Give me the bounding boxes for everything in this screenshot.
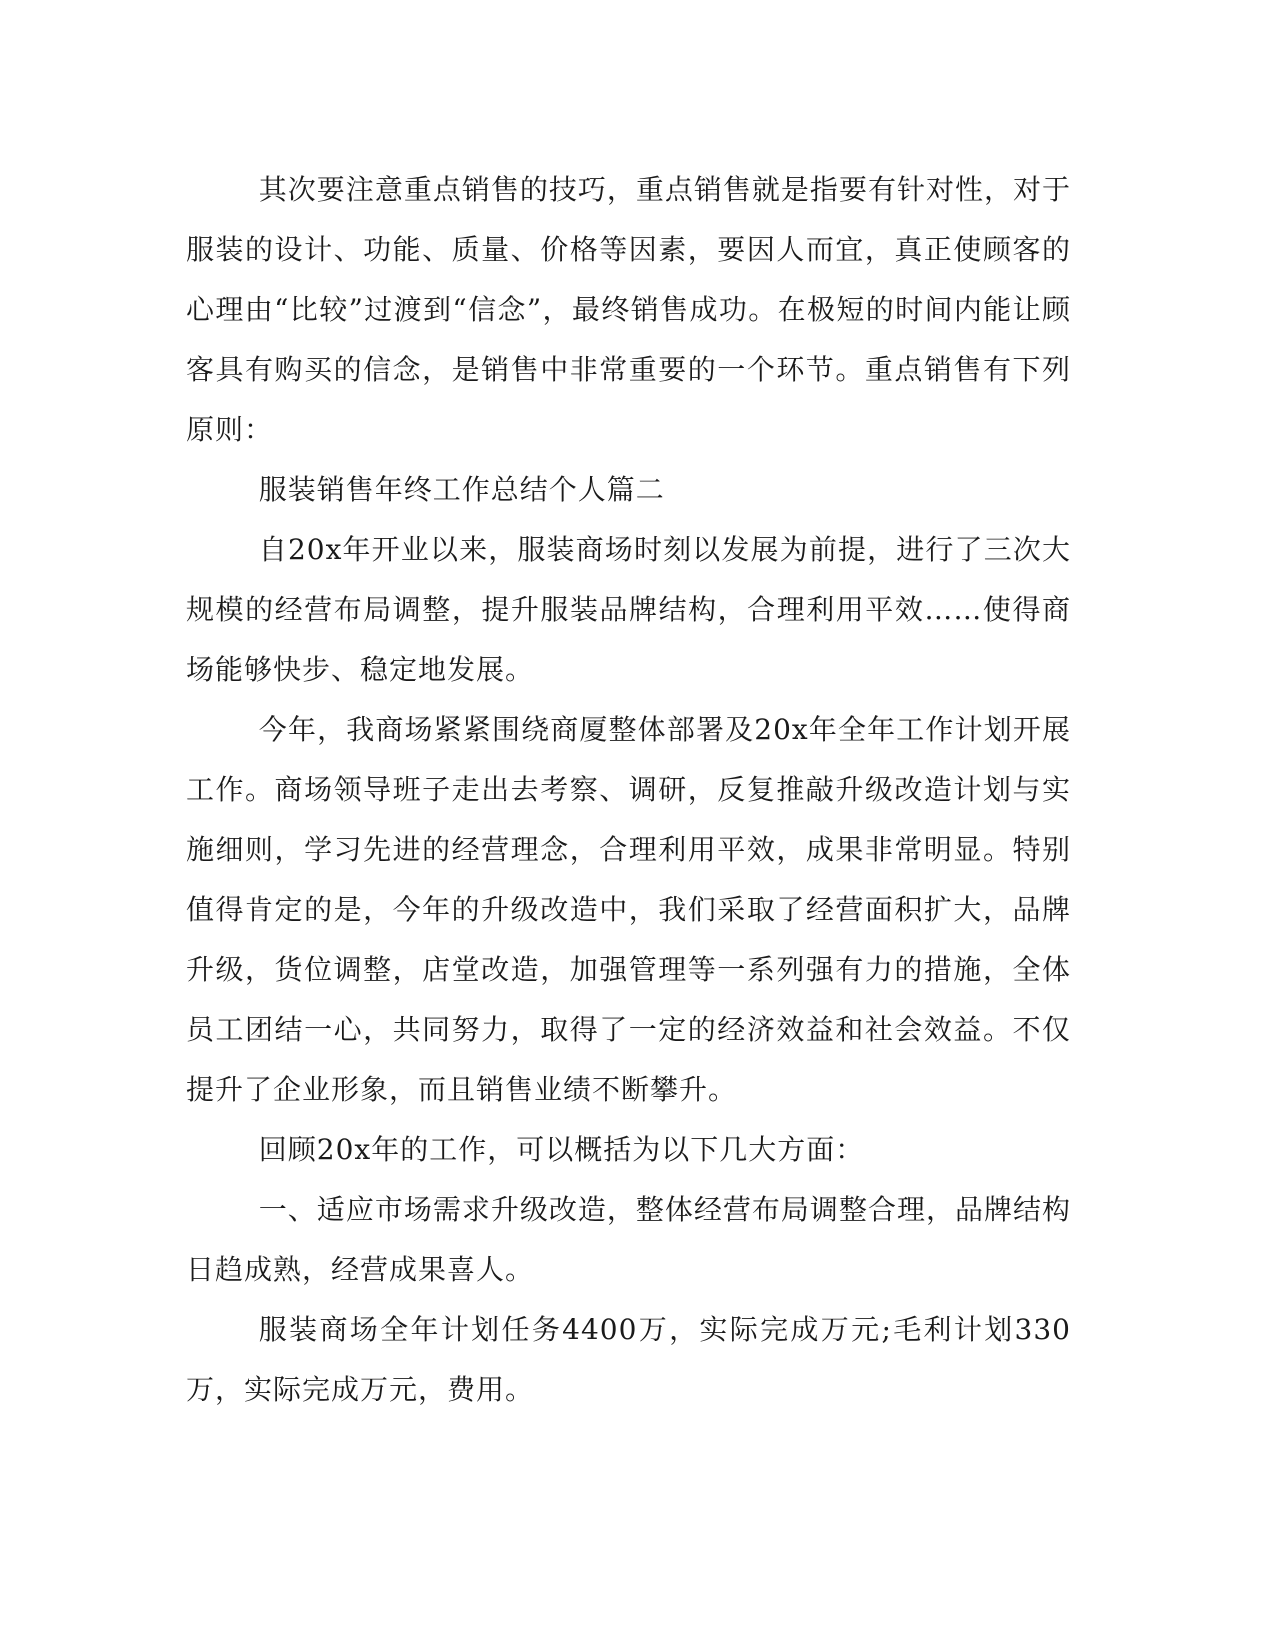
paragraph-sales-techniques: 其次要注意重点销售的技巧，重点销售就是指要有针对性，对于服装的设计、功能、质量、价格等因素，要因人而宜，真正使顾客的心理由“比较”过渡到“信念”，最终销售成功。在极短的时间内能让顾客具有购买的信念，是销售中非常重要的一个环节。重点销售有下列原则：: [186, 173, 1071, 446]
paragraph-this-year-work: 今年，我商场紧紧围绕商厦整体部署及20x年全年工作计划开展工作。商场领导班子走出去考察、调研，反复推敲升级改造计划与实施细则，学习先进的经营理念，合理利用平效，成果非常明显。特别值得肯定的是，今年的升级改造中，我们采取了经营面积扩大，品牌升级，货位调整，店堂改造，加强管理等一系列强有力的措施，全体员工团结一心，共同努力，取得了一定的经济效益和社会效益。不仅提升了企业形象，而且销售业绩不断攀升。: [186, 713, 1071, 1106]
section-heading: 服装销售年终工作总结个人篇二: [258, 473, 665, 506]
paragraph-point-one: 一、适应市场需求升级改造，整体经营布局调整合理，品牌结构日趋成熟，经营成果喜人。: [186, 1193, 1071, 1286]
paragraph-targets: 服装商场全年计划任务4400万，实际完成万元;毛利计划330万，实际完成万元，费用。: [186, 1313, 1071, 1406]
paragraph-opening-history: 自20x年开业以来，服装商场时刻以发展为前提，进行了三次大规模的经营布局调整，提升服装品牌结构，合理利用平效……使得商场能够快步、稳定地发展。: [186, 533, 1071, 686]
document-body: [186, 160, 1071, 1420]
paragraph-review-intro: 回顾20x年的工作，可以概括为以下几大方面：: [258, 1133, 865, 1166]
